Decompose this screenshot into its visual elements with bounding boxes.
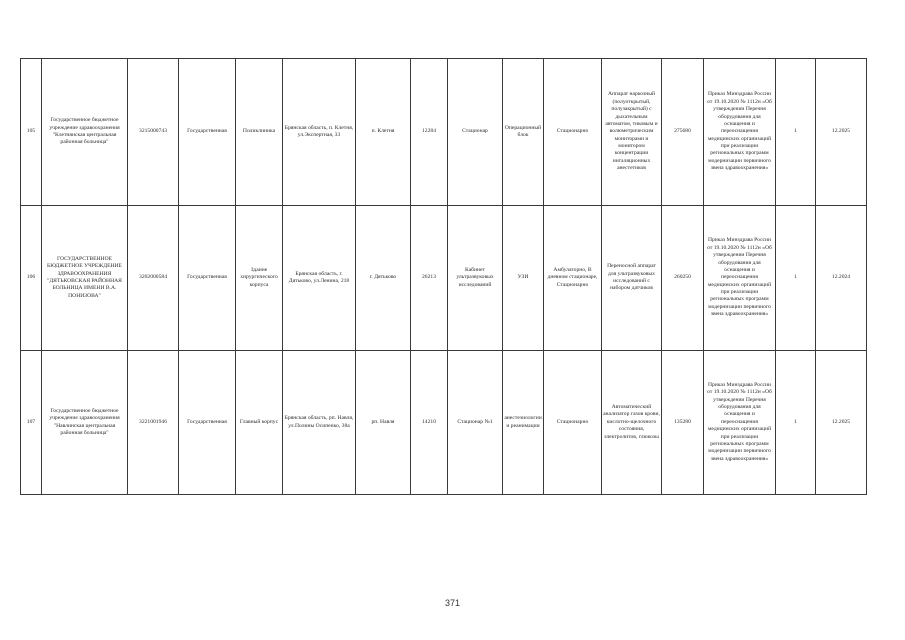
unit-type: Стационар №1 <box>448 351 503 495</box>
regulatory-order: Приказ Минздрава России от 19.10.2020 № 1112н «Об утверждении Перечня оборудования для оснащения и переоснащения медицинских организаций при реализации региональных программ модернизации первичного звена здравоохранения» <box>704 351 776 495</box>
delivery-date: 12.2024 <box>816 206 867 351</box>
price: 135280 <box>662 351 704 495</box>
settlement: п. Клетня <box>356 59 411 206</box>
regulatory-order: Приказ Минздрава России от 19.10.2020 № 1112н «Об утверждении Перечня оборудования для оснащения и переоснащения медицинских организаций при реализации региональных программ модернизации первичного звена здравоохранения» <box>704 59 776 206</box>
population: 26213 <box>411 206 448 351</box>
table-row <box>21 351 867 495</box>
page-number: 371 <box>444 598 461 608</box>
ownership-form: Государственная <box>179 59 236 206</box>
table-row <box>21 206 867 351</box>
population: 14210 <box>411 351 448 495</box>
ownership-form: Государственная <box>179 351 236 495</box>
unit-type: Стационар <box>448 59 503 206</box>
inn: 3202000584 <box>128 206 179 351</box>
unit-type: Кабинет ультразвуковых исследований <box>448 206 503 351</box>
price: 260250 <box>662 206 704 351</box>
department: анестезиологии и реанимации <box>503 351 544 495</box>
care-condition: Амбулаторно, В дневном стационаре, Стационарно <box>544 206 602 351</box>
equipment: Автоматический анализатор газов крови, кислотно-щелочного состояния, электролитов, глюкозы <box>602 351 662 495</box>
care-condition: Стационарно <box>544 59 602 206</box>
building: Здание хирургического корпуса <box>236 206 283 351</box>
ownership-form: Государственная <box>179 206 236 351</box>
organization-name: ГОСУДАРСТВЕННОЕ БЮДЖЕТНОЕ УЧРЕЖДЕНИЕ ЗДРАВООХРАНЕНИЯ "ДЯТЬКОВСКАЯ РАЙОННАЯ БОЛЬНИЦА ИМЕНИ В.А. ПОНИЗОВА" <box>42 206 128 351</box>
settlement: г. Дятьково <box>356 206 411 351</box>
price: 275680 <box>662 59 704 206</box>
building: Поликлиника <box>236 59 283 206</box>
quantity: 1 <box>776 351 816 495</box>
organization-name: Государственное бюджетное учреждение здравоохранения "Навлинская центральная районная больница" <box>42 351 128 495</box>
regulatory-order: Приказ Минздрава России от 19.10.2020 № 1112н «Об утверждении Перечня оборудования для оснащения и переоснащения медицинских организаций при реализации региональных программ модернизации первичного звена здравоохранения» <box>704 206 776 351</box>
row-number: 107 <box>21 351 42 495</box>
organization-name: Государственное бюджетное учреждение здравоохранения "Клетнянская центральная районная больница" <box>42 59 128 206</box>
quantity: 1 <box>776 206 816 351</box>
address: Брянская область, рп. Навля, ул.Полины Осипенко, 38а <box>283 351 356 495</box>
department: Операционный блок <box>503 59 544 206</box>
department: УЗИ <box>503 206 544 351</box>
equipment: Аппарат наркозный (полуоткрытый, полузакрытый) с дыхательным автоматом, тиковым и волюметрическим мониторами и монитором концентрации ингаляционных анестетиков <box>602 59 662 206</box>
address: Брянская область, г. Дятьково, ул.Ленина, 218 <box>283 206 356 351</box>
address: Брянская область, п. Клетня, ул.Экспертная, 33 <box>283 59 356 206</box>
table-row <box>21 59 867 206</box>
equipment: Переносной аппарат для ультразвуковых исследований с набором датчиков <box>602 206 662 351</box>
row-number: 106 <box>21 206 42 351</box>
quantity: 1 <box>776 59 816 206</box>
row-number: 105 <box>21 59 42 206</box>
inn: 3215000743 <box>128 59 179 206</box>
registry-table <box>20 58 867 495</box>
care-condition: Стационарно <box>544 351 602 495</box>
inn: 3221001946 <box>128 351 179 495</box>
building: Главный корпус <box>236 351 283 495</box>
delivery-date: 12.2025 <box>816 351 867 495</box>
settlement: рп. Навля <box>356 351 411 495</box>
delivery-date: 12.2025 <box>816 59 867 206</box>
population: 12284 <box>411 59 448 206</box>
